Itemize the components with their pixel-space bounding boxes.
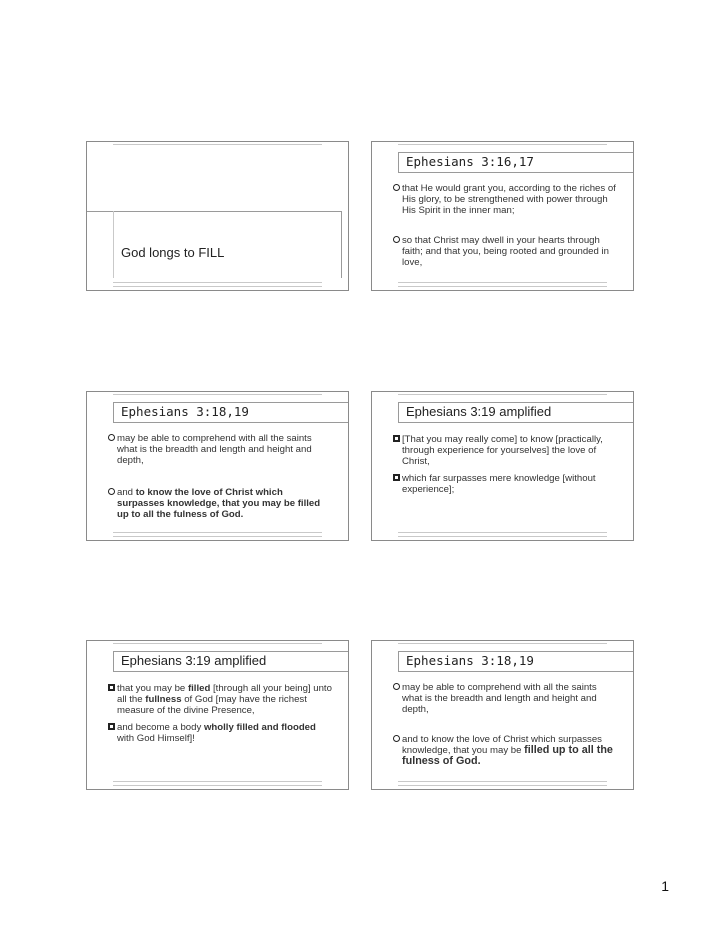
slide-3 — [86, 391, 349, 541]
slide-1 — [86, 141, 349, 291]
slide-2-title: Ephesians 3:16,17 — [406, 154, 534, 169]
bullet-item: may be able to comprehend with all the saints what is the breadth and length and height and depth, — [393, 682, 617, 716]
bullet-item: may be able to comprehend with all the saints what is the breadth and length and height and depth, — [108, 433, 332, 467]
slide-3-bullets — [108, 433, 332, 520]
slide-4 — [371, 391, 634, 541]
square-bullet-icon — [393, 474, 400, 481]
square-bullet-icon — [393, 435, 400, 442]
circle-bullet-icon — [393, 236, 400, 243]
slide-6 — [371, 640, 634, 790]
page-number: 1 — [661, 878, 669, 894]
slide-bottom-rule — [113, 532, 322, 537]
slide-5-bullets — [108, 683, 332, 744]
slide-5-title: Ephesians 3:19 amplified — [121, 653, 267, 668]
square-bullet-icon — [108, 684, 115, 691]
circle-bullet-icon — [108, 488, 115, 495]
slide-1-side-rule — [341, 211, 342, 278]
slide-top-rule — [113, 144, 322, 145]
bullet-item: that He would grant you, according to the riches of His glory, to be strengthened with power through His Spirit in the inner man; — [393, 183, 617, 217]
bullet-item: [That you may really come] to know [practically, through experience for yourselves] the love of Christ, — [393, 434, 617, 468]
slide-bottom-rule — [398, 781, 607, 786]
square-bullet-icon — [108, 723, 115, 730]
bullet-item: and to know the love of Christ which surpasses knowledge, that you may be filled up to all the fulness of God. — [108, 487, 332, 521]
slide-1-inner-rule — [113, 211, 114, 278]
slide-bottom-rule — [398, 532, 607, 537]
slide-bottom-rule — [113, 282, 322, 287]
slide-5 — [86, 640, 349, 790]
slide-4-bullets — [393, 434, 617, 495]
slide-top-rule — [113, 394, 322, 395]
slide-6-title: Ephesians 3:18,19 — [406, 653, 534, 668]
bullet-item: and to know the love of Christ which surpasses knowledge, that you may be filled up to all the fulness of God. — [393, 734, 617, 768]
bullet-item: which far surpasses mere knowledge [without experience]; — [393, 473, 617, 495]
slide-3-title: Ephesians 3:18,19 — [121, 404, 249, 419]
circle-bullet-icon — [393, 735, 400, 742]
slide-4-title: Ephesians 3:19 amplified — [406, 404, 552, 419]
slide-1-divider — [87, 211, 341, 212]
bullet-item: so that Christ may dwell in your hearts through faith; and that you, being rooted and grounded in love, — [393, 235, 617, 269]
slide-2-bullets — [393, 183, 617, 268]
slide-bottom-rule — [398, 282, 607, 287]
bullet-item: that you may be filled [through all your being] unto all the fullness of God [may have the richest measure of the divine Presence, — [108, 683, 332, 717]
slide-top-rule — [398, 394, 607, 395]
slide-top-rule — [398, 643, 607, 644]
circle-bullet-icon — [108, 434, 115, 441]
slide-bottom-rule — [113, 781, 322, 786]
circle-bullet-icon — [393, 683, 400, 690]
slide-6-bullets — [393, 682, 617, 767]
slide-1-title: God longs to FILL — [121, 245, 225, 260]
bullet-item: and become a body wholly filled and flooded with God Himself]! — [108, 722, 332, 744]
slide-top-rule — [113, 643, 322, 644]
slide-top-rule — [398, 144, 607, 145]
circle-bullet-icon — [393, 184, 400, 191]
slide-2 — [371, 141, 634, 291]
